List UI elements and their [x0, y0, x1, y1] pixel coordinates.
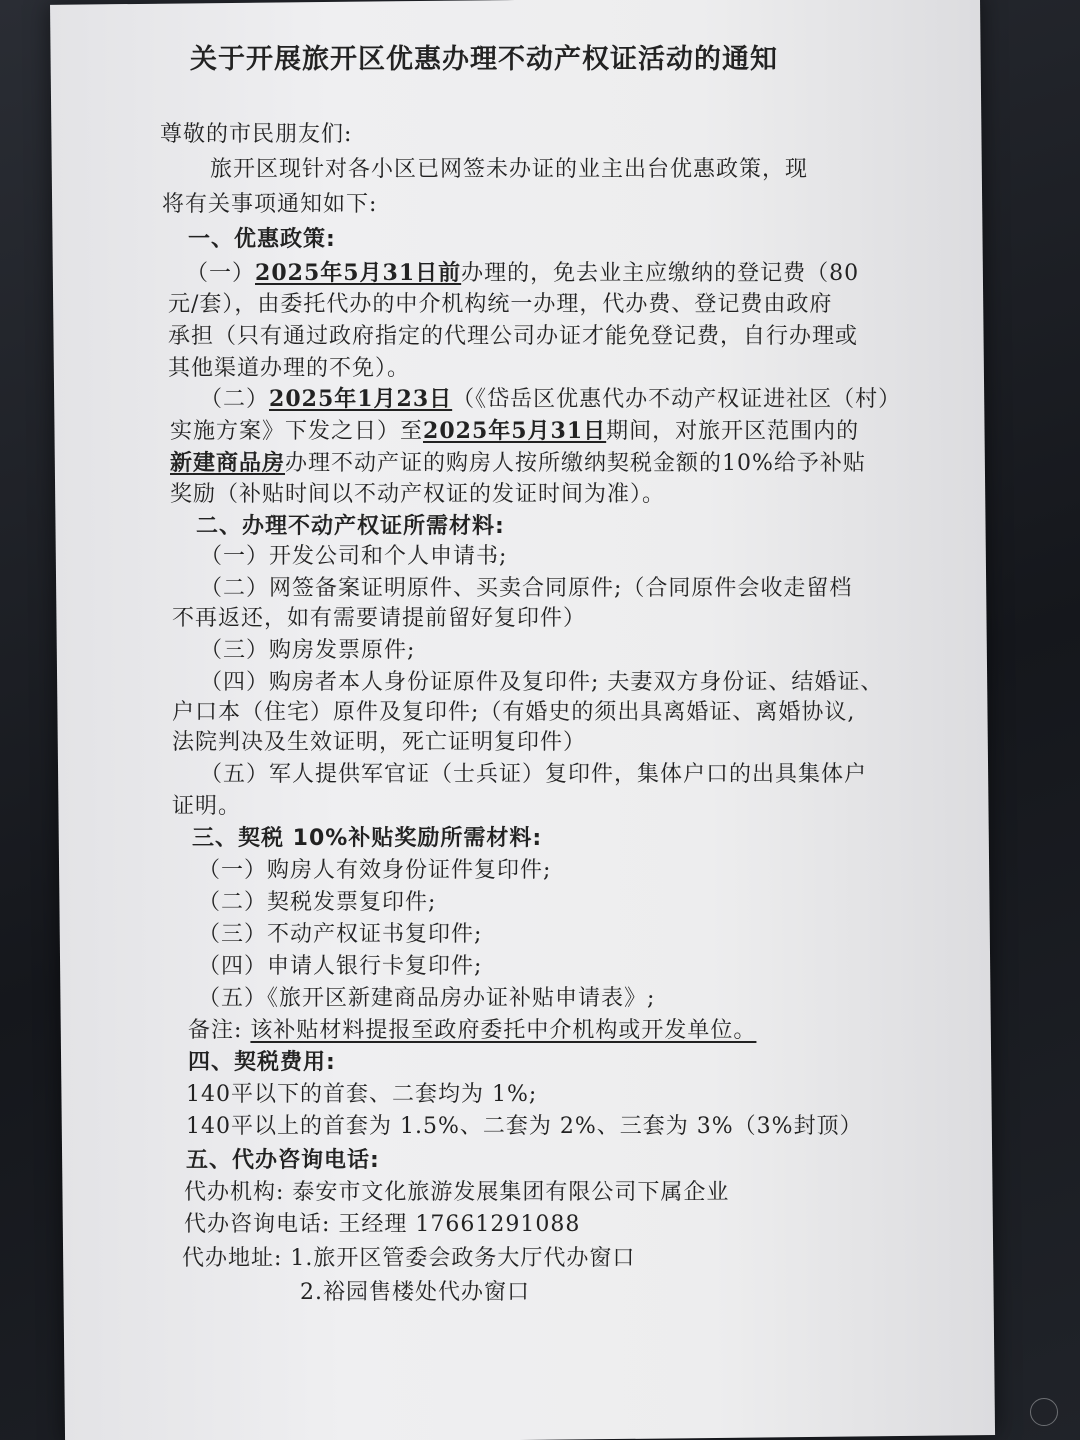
remark-text: 该补贴材料提报至政府委托中介机构或开发单位。 — [250, 1018, 757, 1043]
p2-rest: （《岱岳区优惠代办不动产权证进社区（村） — [452, 387, 902, 412]
address-line-1: 代办地址: 1.旅开区管委会政务大厅代办窗口 — [182, 1246, 636, 1271]
remark-label: 备注: — [188, 1018, 243, 1043]
p2-line3-rest: 办理不动产证的购房人按所缴纳契税金额的10%给予补贴 — [285, 451, 866, 476]
notice-title: 关于开展旅开区优惠办理不动产权证活动的通知 — [190, 44, 778, 75]
p1-prefix: （一） — [186, 261, 256, 286]
section2-item5-line2: 证明。 — [172, 794, 242, 819]
section2-heading: 二、办理不动产权证所需材料: — [196, 514, 505, 539]
section1-p2-line2 — [170, 416, 859, 447]
p1-rest: 办理的，免去业主应缴纳的登记费（80 — [461, 261, 860, 286]
intro-line-2: 将有关事项通知如下: — [162, 192, 378, 217]
section2-item5-line1: （五）军人提供军官证（士兵证）复印件，集体户口的出具集体户 — [200, 762, 868, 787]
p2-prefix: （二） — [200, 387, 270, 412]
section1-p2-line4: 奖励（补贴时间以不动产权证的发证时间为准）。 — [170, 482, 666, 507]
section3-item3: （三）不动产权证书复印件; — [198, 922, 483, 947]
section4-line2: 140平以上的首套为 1.5%、二套为 2%、三套为 3%（3%封顶） — [186, 1114, 863, 1139]
section3-item5: （五）《旅开区新建商品房办证补贴申请表》; — [198, 986, 656, 1011]
section2-item4-line1: （四）购房者本人身份证原件及复印件; 夫妻双方身份证、结婚证、 — [200, 670, 884, 695]
section2-item3: （三）购房发票原件; — [200, 638, 416, 663]
p2-date-start: 2025年1月23日 — [269, 386, 453, 412]
section4-heading: 四、契税费用: — [188, 1050, 336, 1075]
section1-p1-line2: 元/套），由委托代办的中介机构统一办理，代办费、登记费由政府 — [168, 292, 833, 317]
section2-item2-line2: 不再返还，如有需要请提前留好复印件） — [172, 606, 587, 631]
section1-p1-line3: 承担（只有通过政府指定的代理公司办证才能免登记费，自行办理或 — [168, 324, 859, 349]
section1-heading: 一、优惠政策: — [188, 227, 336, 252]
p2-line2-b: 期间，对旅开区范围内的 — [606, 419, 860, 444]
p2-bold-term: 新建商品房 — [170, 450, 286, 476]
agency-line: 代办机构: 泰安市文化旅游发展集团有限公司下属企业 — [184, 1180, 730, 1205]
section2-item1: （一）开发公司和个人申请书; — [200, 544, 508, 569]
section3-item2: （二）契税发票复印件; — [198, 890, 437, 915]
section1-p1-line4: 其他渠道办理的不免）。 — [168, 356, 411, 381]
section1-p1-line1 — [186, 258, 859, 289]
section1-p2-line3 — [170, 448, 866, 479]
section2-item2-line1: （二）网签备案证明原件、买卖合同原件;（合同原件会收走留档 — [200, 576, 853, 601]
section3-heading: 三、契税 10%补贴奖励所需材料: — [192, 826, 543, 851]
p2-date-end: 2025年5月31日 — [423, 418, 607, 444]
section3-item4: （四）申请人银行卡复印件; — [198, 954, 483, 979]
p2-line2-a: 实施方案》下发之日）至 — [170, 419, 424, 444]
intro-line-1: 旅开区现针对各小区已网签未办证的业主出台优惠政策，现 — [210, 157, 809, 182]
section2-item4-line3: 法院判决及生效证明，死亡证明复印件） — [172, 730, 587, 755]
p1-date: 2025年5月31日前 — [255, 260, 462, 286]
section4-line1: 140平以下的首套、二套均为 1%; — [186, 1082, 538, 1107]
section5-heading: 五、代办咨询电话: — [186, 1148, 380, 1173]
section3-item1: （一）购房人有效身份证件复印件; — [198, 858, 552, 883]
section1-p2-line1 — [200, 384, 901, 415]
greeting: 尊敬的市民朋友们: — [160, 122, 353, 147]
corner-watermark-icon — [1030, 1398, 1058, 1426]
address-line-2: 2.裕园售楼处代办窗口 — [300, 1280, 530, 1305]
section2-item4-line2: 户口本（住宅）原件及复印件;（有婚史的须出具离婚证、离婚协议, — [172, 700, 856, 725]
phone-line: 代办咨询电话: 王经理 17661291088 — [184, 1212, 581, 1237]
section3-remark — [188, 1016, 756, 1046]
